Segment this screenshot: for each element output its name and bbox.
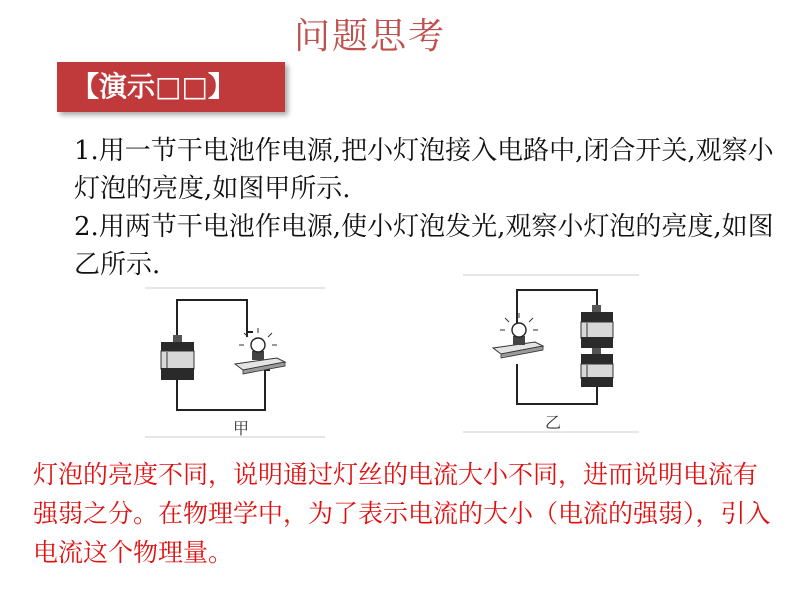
demo-banner: 【演示□□】 <box>57 62 285 112</box>
battery-icon <box>581 305 613 348</box>
circuit-figure-two-cells <box>463 272 639 434</box>
step-2-text: 2.用两节干电池作电源,使小灯泡发光,观察小灯泡的亮度,如图乙所示. <box>74 212 774 280</box>
instruction-steps <box>74 132 774 284</box>
page-title: 问题思考 <box>293 16 446 57</box>
figure-label-left: 甲 <box>233 419 250 438</box>
figure-label-right: 乙 <box>545 413 562 432</box>
conclusion-text: 灯泡的亮度不同，说明通过灯丝的电流大小不同，进而说明电流有强弱之分。在物理学中，为了表示电流的大小（电流的强弱），引入电流这个物理量。 <box>33 460 771 567</box>
circuit-figure-single-cell <box>145 282 325 440</box>
battery-icon <box>161 335 194 380</box>
battery-icon <box>581 348 613 387</box>
step-1-text: 1.用一节干电池作电源,把小灯泡接入电路中,闭合开关,观察小灯泡的亮度,如图甲所示. <box>74 136 774 204</box>
bulb-icon <box>235 328 285 374</box>
